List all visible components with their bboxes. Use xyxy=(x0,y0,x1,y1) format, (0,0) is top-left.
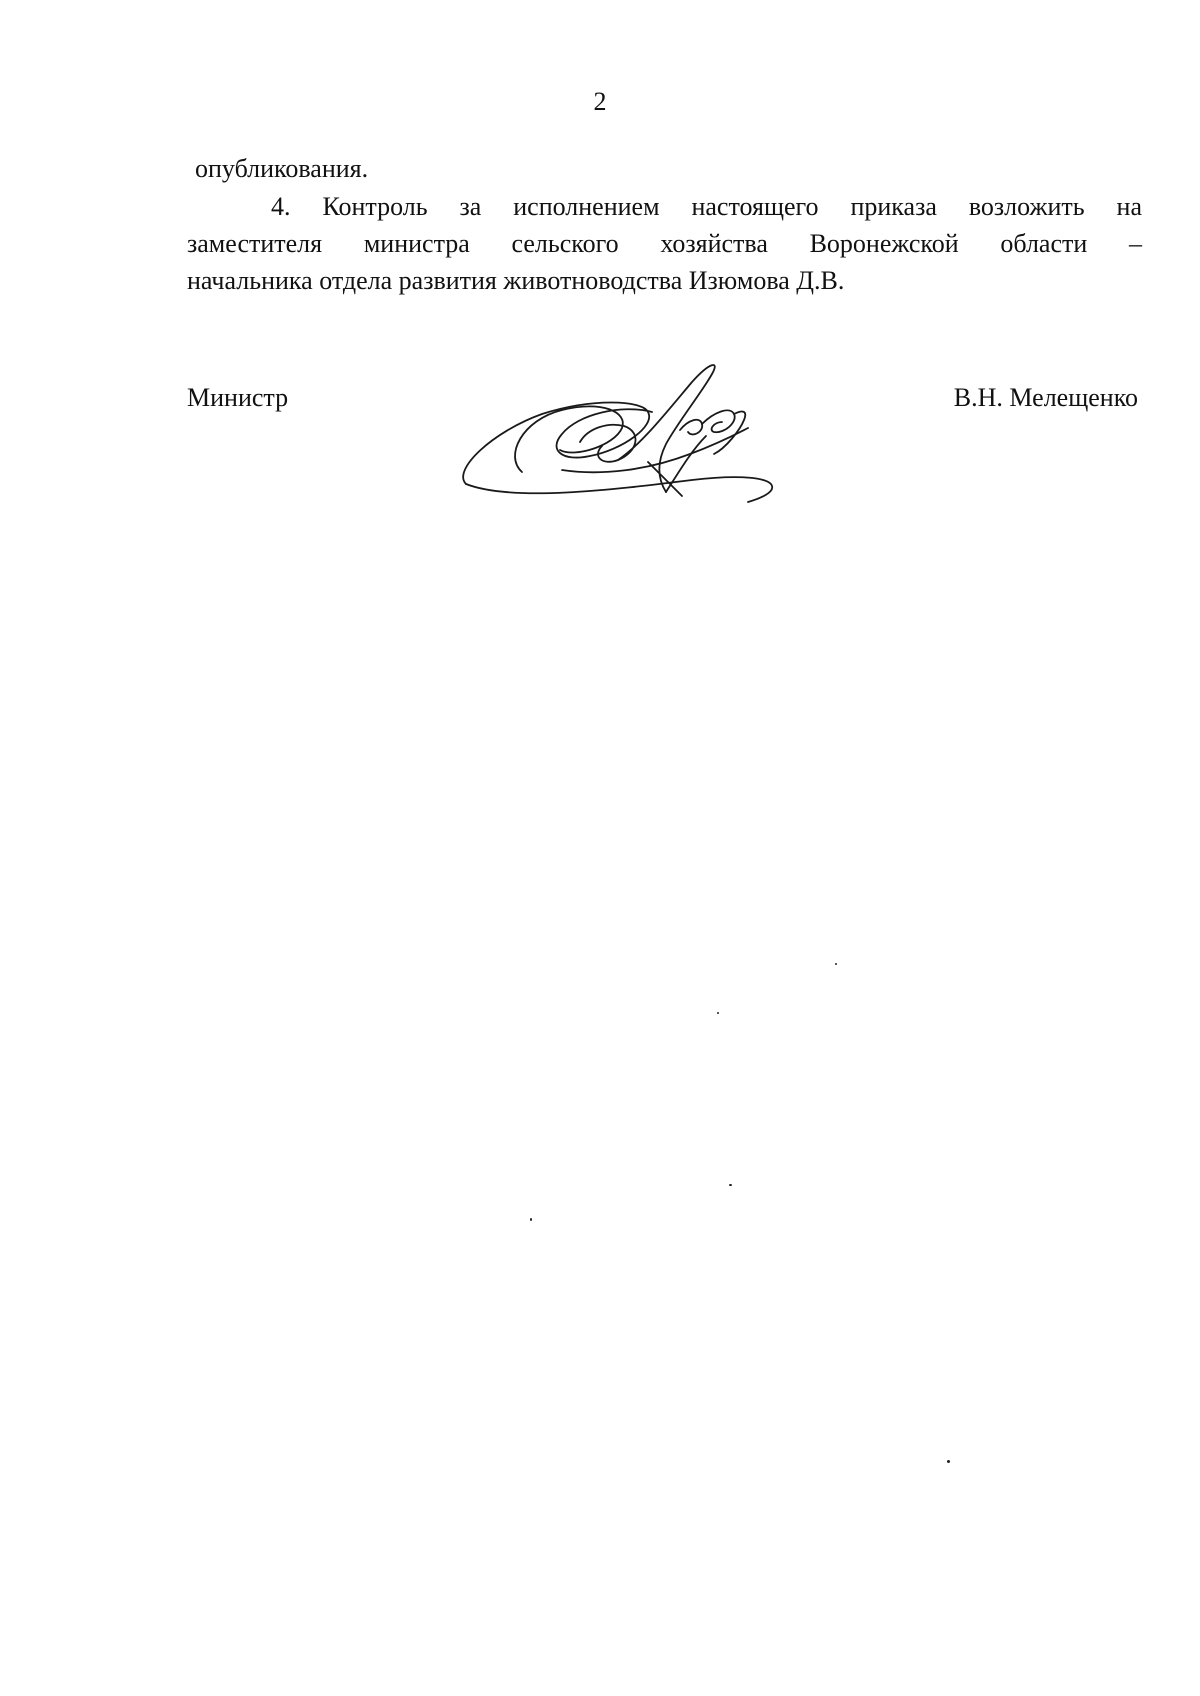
scan-speck xyxy=(835,963,837,965)
scan-speck xyxy=(947,1460,950,1463)
paragraph-line: начальника отдела развития животноводства Изюмова Д.В. xyxy=(187,266,845,295)
handwritten-signature xyxy=(452,352,792,512)
scan-speck xyxy=(717,1012,719,1014)
signatory-name: В.Н. Мелещенко xyxy=(953,383,1138,412)
paragraph-line: заместителя министра сельского хозяйства Воронежской области – xyxy=(187,229,1142,258)
page-number: 2 xyxy=(593,87,607,116)
scan-speck xyxy=(729,1184,732,1186)
paragraph-control xyxy=(187,188,1142,299)
continuation-text: опубликования. xyxy=(195,154,369,183)
signatory-role: Министр xyxy=(187,383,289,412)
scan-speck xyxy=(530,1218,532,1221)
paragraph-line: 4. Контроль за исполнением настоящего приказа возложить на xyxy=(271,192,1142,221)
